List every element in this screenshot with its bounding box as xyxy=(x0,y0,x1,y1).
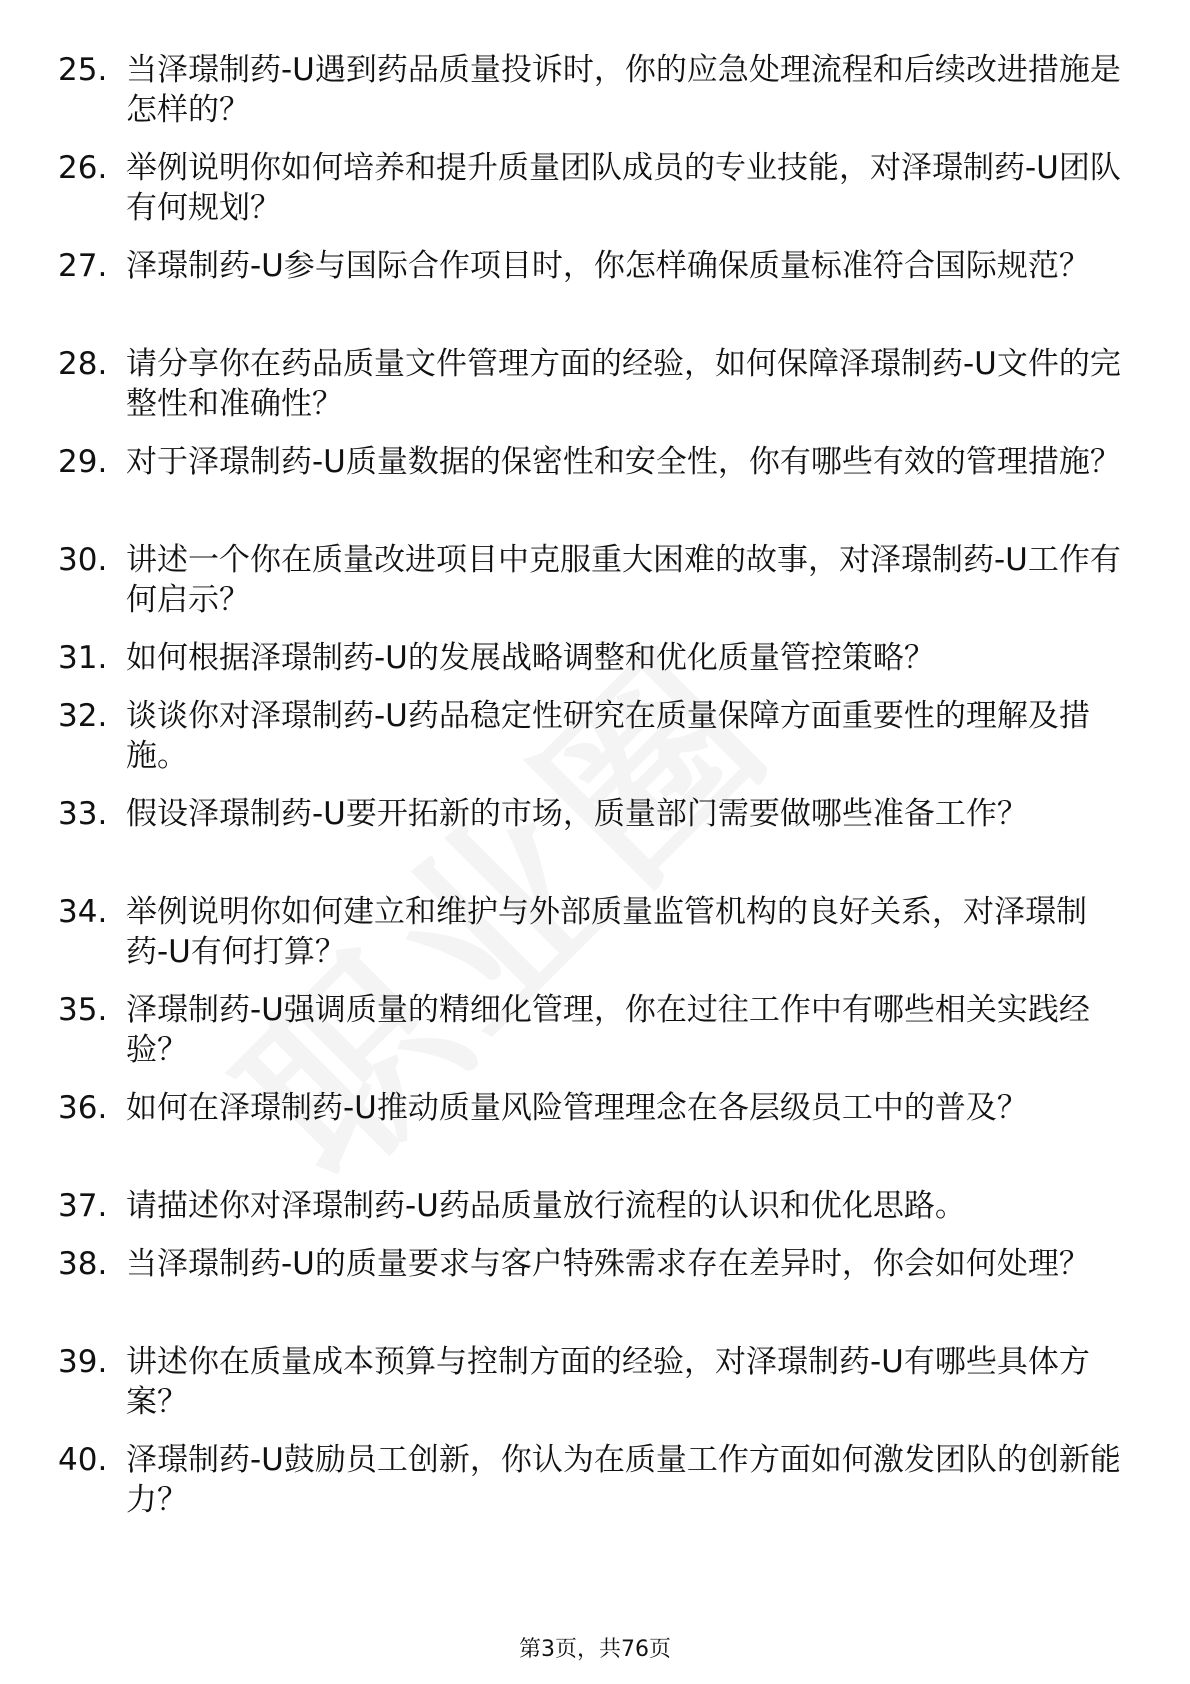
question-list xyxy=(58,50,1128,1538)
list-item xyxy=(58,50,1128,148)
question-number: 39. xyxy=(58,1344,108,1380)
question-text: 讲述你在质量成本预算与控制方面的经验，对泽璟制药-U有哪些具体方案？ xyxy=(126,1344,1090,1420)
list-item xyxy=(58,1244,1128,1342)
list-item xyxy=(58,246,1128,344)
question-number: 30. xyxy=(58,542,108,578)
question-number: 35. xyxy=(58,992,108,1028)
question-text: 如何根据泽璟制药-U的发展战略调整和优化质量管控策略？ xyxy=(126,640,935,676)
question-text: 请分享你在药品质量文件管理方面的经验，如何保障泽璟制药-U文件的完整性和准确性？ xyxy=(126,346,1121,422)
question-text: 举例说明你如何培养和提升质量团队成员的专业技能，对泽璟制药-U团队有何规划？ xyxy=(126,150,1121,226)
page-footer: 第3页，共76页 xyxy=(519,1637,671,1662)
question-number: 31. xyxy=(58,640,108,676)
list-item xyxy=(58,990,1128,1088)
list-item xyxy=(58,540,1128,638)
list-item xyxy=(58,344,1128,442)
question-number: 26. xyxy=(58,150,108,186)
list-item xyxy=(58,442,1128,540)
question-text: 假设泽璟制药-U要开拓新的市场，质量部门需要做哪些准备工作？ xyxy=(126,796,1028,832)
list-item xyxy=(58,1088,1128,1186)
question-number: 32. xyxy=(58,698,108,734)
list-item xyxy=(58,696,1128,794)
question-number: 36. xyxy=(58,1090,108,1126)
question-text: 如何在泽璟制药-U推动质量风险管理理念在各层级员工中的普及？ xyxy=(126,1090,1028,1126)
question-text: 泽璟制药-U鼓励员工创新，你认为在质量工作方面如何激发团队的创新能力？ xyxy=(126,1442,1121,1518)
list-item xyxy=(58,1186,1128,1244)
list-item xyxy=(58,638,1128,696)
question-text: 对于泽璟制药-U质量数据的保密性和安全性，你有哪些有效的管理措施？ xyxy=(126,444,1121,480)
question-text: 谈谈你对泽璟制药-U药品稳定性研究在质量保障方面重要性的理解及措施。 xyxy=(126,698,1090,774)
question-number: 38. xyxy=(58,1246,108,1282)
question-number: 37. xyxy=(58,1188,108,1224)
question-number: 27. xyxy=(58,248,108,284)
question-text: 当泽璟制药-U的质量要求与客户特殊需求存在差异时，你会如何处理？ xyxy=(126,1246,1090,1282)
question-text: 请描述你对泽璟制药-U药品质量放行流程的认识和优化思路。 xyxy=(126,1188,966,1224)
list-item xyxy=(58,1342,1128,1440)
question-text: 举例说明你如何建立和维护与外部质量监管机构的良好关系，对泽璟制药-U有何打算？ xyxy=(126,894,1087,970)
question-number: 34. xyxy=(58,894,108,930)
question-text: 讲述一个你在质量改进项目中克服重大困难的故事，对泽璟制药-U工作有何启示？ xyxy=(126,542,1121,618)
list-item xyxy=(58,794,1128,892)
list-item xyxy=(58,1440,1128,1538)
list-item xyxy=(58,892,1128,990)
question-number: 25. xyxy=(58,52,108,88)
question-text: 泽璟制药-U参与国际合作项目时，你怎样确保质量标准符合国际规范？ xyxy=(126,248,1090,284)
question-text: 当泽璟制药-U遇到药品质量投诉时，你的应急处理流程和后续改进措施是怎样的？ xyxy=(126,52,1121,128)
question-number: 29. xyxy=(58,444,108,480)
list-item xyxy=(58,148,1128,246)
question-number: 33. xyxy=(58,796,108,832)
question-number: 40. xyxy=(58,1442,108,1478)
question-text: 泽璟制药-U强调质量的精细化管理，你在过往工作中有哪些相关实践经验？ xyxy=(126,992,1090,1068)
question-number: 28. xyxy=(58,346,108,382)
